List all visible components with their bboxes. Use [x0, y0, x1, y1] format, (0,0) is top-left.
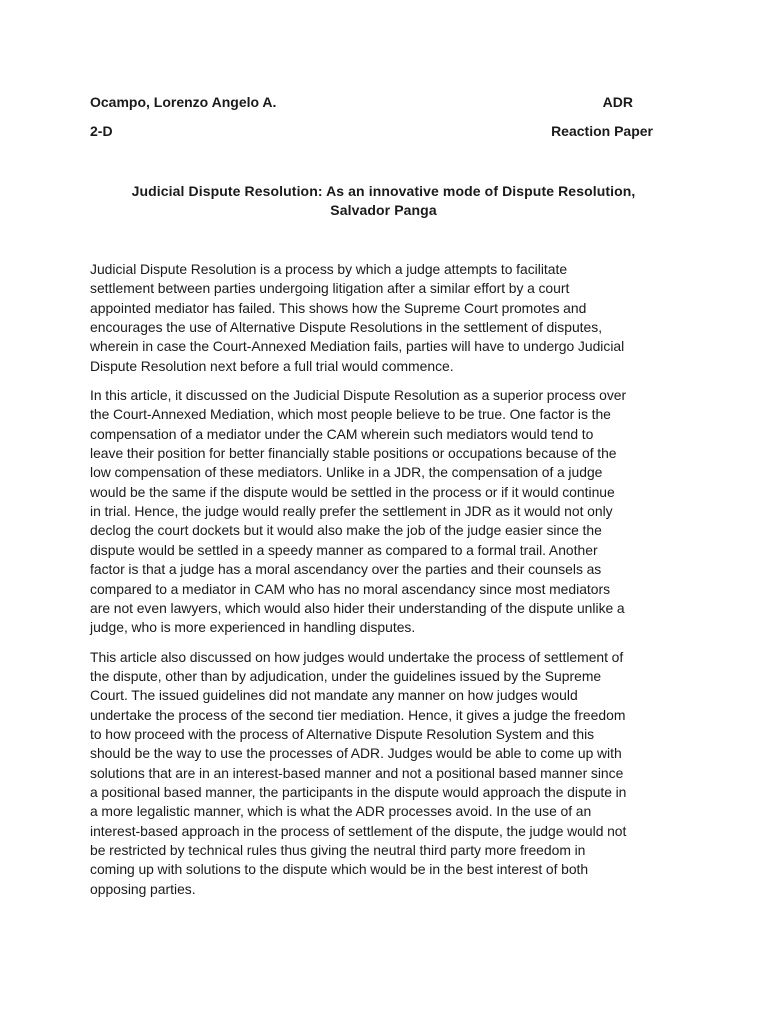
- title-line-2: Salvador Panga: [330, 202, 437, 218]
- paragraph-line: solutions that are in an interest-based manner and not a positional based manner since: [90, 764, 624, 781]
- paragraph-line: be restricted by technical rules thus giving the neutral third party more freedom in: [90, 841, 586, 858]
- paragraph-line: Court. The issued guidelines did not mandate any manner on how judges would: [90, 687, 578, 704]
- paragraph-line: factor is that a judge has a moral ascendancy over the parties and their counsels as: [90, 561, 602, 578]
- paragraph-line: wherein in case the Court-Annexed Mediation fails, parties will have to undergo Judicial: [90, 338, 625, 355]
- paragraph-line: a positional based manner, the participants in the dispute would approach the dispute in: [90, 783, 627, 800]
- paragraph-line: In this article, it discussed on the Judicial Dispute Resolution as a superior process over: [90, 387, 627, 404]
- paragraph-line: leave their position for better financially stable positions or occupations because of the: [90, 445, 617, 462]
- paragraph-line: are not even lawyers, which would also hider their understanding of the dispute unlike a: [90, 599, 625, 616]
- paper-type-label: Reaction Paper: [551, 123, 653, 139]
- paragraph-line: appointed mediator has failed. This shows how the Supreme Court promotes and: [90, 299, 587, 316]
- paragraph-line: encourages the use of Alternative Dispute Resolutions in the settlement of disputes,: [90, 319, 603, 336]
- paragraph-line: compared to a mediator in CAM who has no moral ascendancy since most mediators: [90, 580, 611, 597]
- paragraph-line: undertake the process of the second tier mediation. Hence, it gives a judge the freedom: [90, 706, 626, 723]
- paragraph-line: should be the way to use the processes of ADR. Judges would be able to come up with: [90, 745, 622, 762]
- paragraph-line: the Court-Annexed Mediation, which most people believe to be true. One factor is the: [90, 406, 611, 423]
- paragraph-line: Judicial Dispute Resolution is a process by which a judge attempts to facilitate: [90, 261, 568, 277]
- section-label: 2-D: [90, 123, 113, 139]
- paragraph-line: in trial. Hence, the judge would really prefer the settlement in JDR as it would not only: [90, 503, 613, 520]
- paragraph-line: compensation of a mediator under the CAM wherein such mediators would tend to: [90, 425, 594, 442]
- title-line-1: Judicial Dispute Resolution: As an innovative mode of Dispute Resolution,: [131, 183, 636, 199]
- header-row-1: [90, 93, 653, 111]
- document-body: [90, 260, 682, 909]
- document-title: [90, 182, 677, 220]
- paragraph-line: interest-based approach in the process of settlement of the dispute, the judge would not: [90, 822, 627, 839]
- body-paragraph: [90, 386, 682, 637]
- paragraph-line: low compensation of these mediators. Unlike in a JDR, the compensation of a judge: [90, 464, 603, 481]
- body-paragraph: [90, 260, 682, 376]
- author-name: Ocampo, Lorenzo Angelo A.: [90, 94, 277, 110]
- paragraph-line: dispute would be settled in a speedy manner as compared to a formal trail. Another: [90, 541, 598, 558]
- paragraph-line: settlement between parties undergoing litigation after a similar effort by a court: [90, 280, 570, 297]
- paragraph-line: declog the court dockets but it would also make the job of the judge easier since the: [90, 522, 602, 539]
- paragraph-line: opposing parties.: [90, 880, 196, 897]
- header-row-2: [90, 122, 653, 140]
- paragraph-line: the dispute, other than by adjudication, under the guidelines issued by the Supreme: [90, 667, 602, 684]
- paragraph-line: This article also discussed on how judges would undertake the process of settlement of: [90, 648, 624, 665]
- paragraph-line: coming up with solutions to the dispute which would be in the best interest of both: [90, 861, 589, 878]
- paragraph-line: would be the same if the dispute would be settled in the process or if it would continue: [90, 483, 615, 500]
- body-paragraph: [90, 648, 682, 899]
- paragraph-line: a more legalistic manner, which is what the ADR processes avoid. In the use of an: [90, 803, 592, 820]
- paragraph-line: to how proceed with the process of Alternative Dispute Resolution System and this: [90, 725, 595, 742]
- paragraph-line: Dispute Resolution next before a full trial would commence.: [90, 357, 454, 374]
- subject-label: ADR: [602, 94, 633, 110]
- paragraph-line: judge, who is more experienced in handling disputes.: [90, 619, 416, 636]
